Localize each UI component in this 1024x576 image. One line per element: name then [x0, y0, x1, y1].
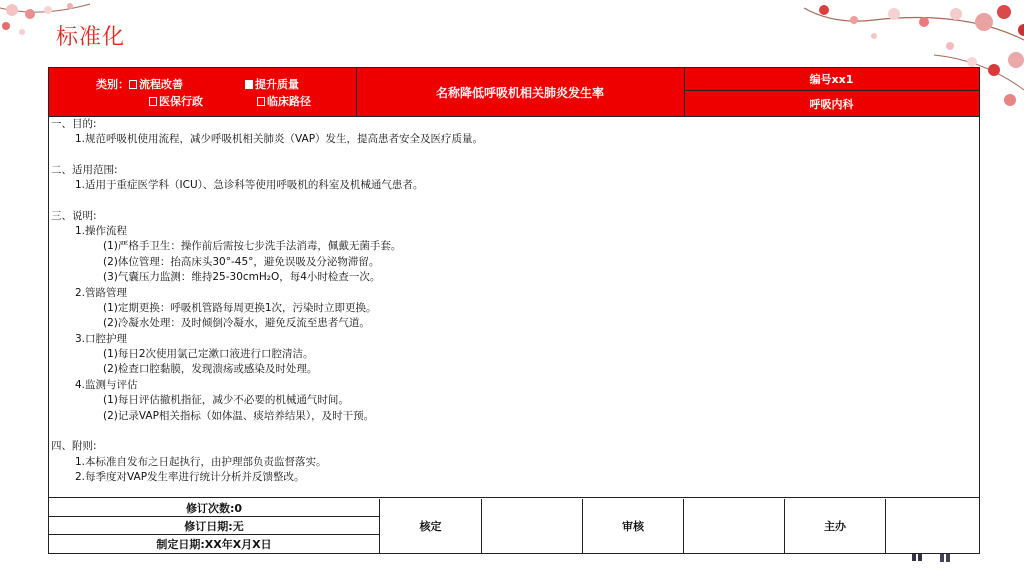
- standard-form: [48, 67, 980, 554]
- standard-code: 编号xx1: [684, 68, 979, 91]
- content-line: 2.管路管理: [75, 287, 128, 299]
- checkbox-process-improvement[interactable]: [129, 78, 183, 91]
- form-body: [49, 117, 979, 498]
- content-line: 1.规范呼吸机使用流程，减少呼吸机相关肺炎（VAP）发生，提高患者安全及医疗质量。: [75, 133, 484, 145]
- checkbox-clinical-pathway[interactable]: [257, 93, 311, 109]
- section-heading: 二、适用范围:: [51, 164, 118, 176]
- created-date: 制定日期:XX年X月X日: [49, 535, 380, 553]
- content-line: 2.每季度对VAP发生率进行统计分析并反馈整改。: [75, 471, 305, 483]
- form-footer: [49, 499, 979, 553]
- section-heading: 一、目的:: [51, 118, 97, 130]
- checkbox-insurance-admin[interactable]: [149, 93, 203, 109]
- owner-label: 主办: [785, 499, 886, 553]
- content-line: (2)体位管理：抬高床头30°-45°，避免误吸及分泌物滞留。: [103, 256, 380, 268]
- category-label: 类别：: [96, 78, 129, 91]
- revision-count: 修订次数:0: [49, 499, 380, 517]
- content-line: (1)严格手卫生：操作前后需按七步洗手法消毒，佩戴无菌手套。: [103, 240, 402, 252]
- review-label: 核定: [380, 499, 482, 553]
- checkbox-label: 提升质量: [255, 78, 299, 91]
- category-cell: [49, 68, 357, 116]
- content-line: (2)检查口腔黏膜，发现溃疡或感染及时处理。: [103, 363, 318, 375]
- section-heading: 三、说明:: [51, 210, 97, 222]
- department: 呼吸内科: [809, 97, 854, 111]
- content-line: 4.监测与评估: [75, 379, 138, 391]
- content-line: (1)每日评估撤机指征，减少不必要的机械通气时间。: [103, 394, 349, 406]
- content-line: 1.操作流程: [75, 225, 128, 237]
- content-line: 1.本标准自发布之日起执行，由护理部负责监督落实。: [75, 456, 327, 468]
- content-line: (2)记录VAP相关指标（如体温、痰培养结果），及时干预。: [103, 410, 375, 422]
- audit-field[interactable]: [684, 499, 785, 553]
- audit-label: 审核: [583, 499, 684, 553]
- content-line: (1)定期更换：呼吸机管路每周更换1次，污染时立即更换。: [103, 302, 377, 314]
- content-line: 1.适用于重症医学科（ICU）、急诊科等使用呼吸机的科室及机械通气患者。: [75, 179, 424, 191]
- content-line: 3.口腔护理: [75, 333, 128, 345]
- checkbox-label: 临床路径: [267, 95, 311, 108]
- page-title: 标准化: [56, 25, 126, 50]
- section-heading: 四、附则:: [51, 440, 97, 452]
- revision-date: 修订日期:无: [49, 517, 380, 535]
- checkbox-label: 流程改善: [139, 78, 183, 91]
- review-field[interactable]: [482, 499, 583, 553]
- form-header: [49, 68, 979, 117]
- checkbox-quality-improvement[interactable]: [245, 76, 299, 92]
- content-line: (2)冷凝水处理：及时倾倒冷凝水，避免反流至患者气道。: [103, 317, 370, 329]
- content-line: (1)每日2次使用氯己定漱口液进行口腔清洁。: [103, 348, 314, 360]
- owner-field[interactable]: [886, 499, 979, 553]
- content-line: (3)气囊压力监测：维持25-30cmH₂O，每4小时检查一次。: [103, 271, 381, 283]
- standard-name: 名称降低呼吸机相关肺炎发生率: [356, 68, 685, 116]
- checkbox-label: 医保行政: [159, 95, 203, 108]
